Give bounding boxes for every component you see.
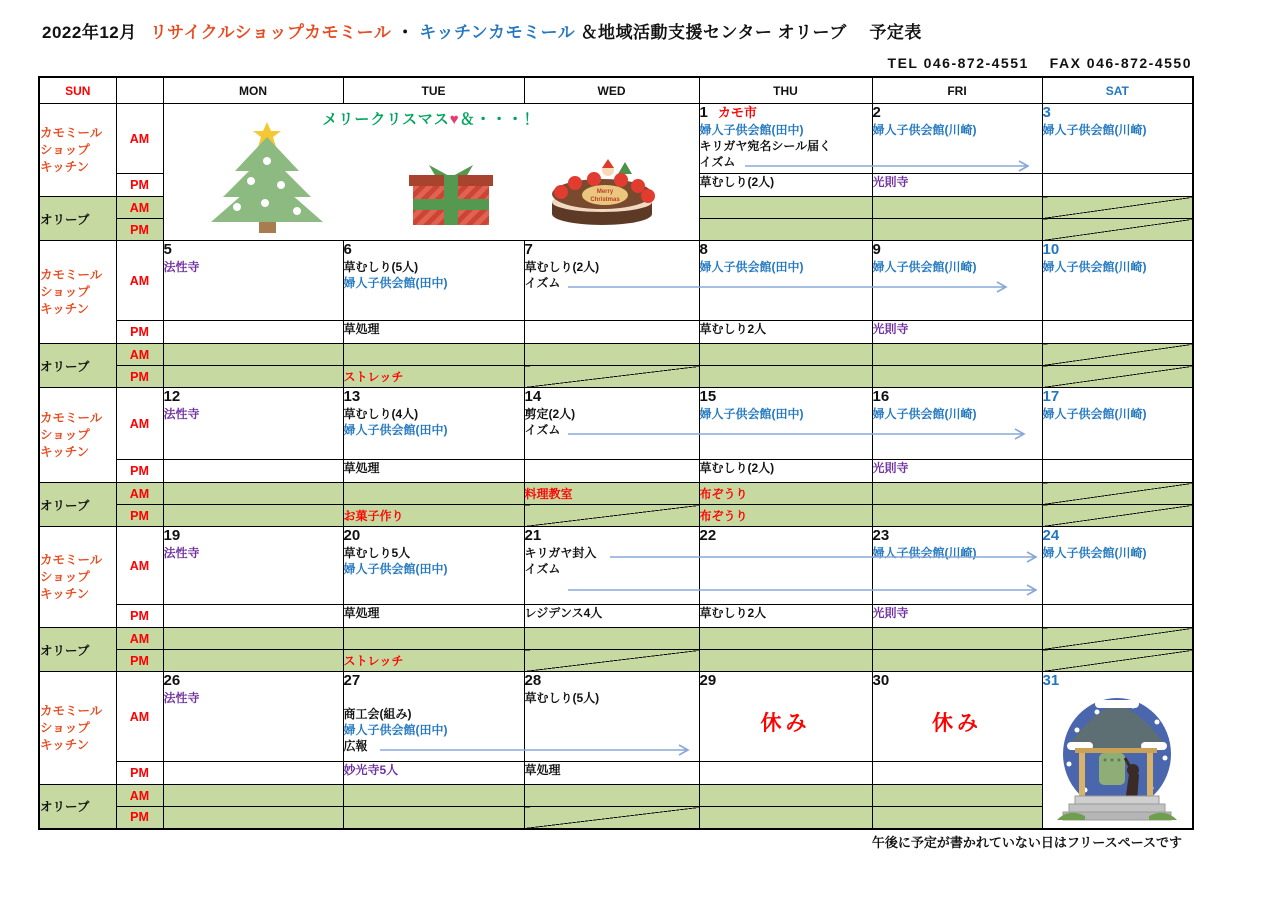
event-text: 光則寺	[872, 322, 909, 336]
row-label-olive: オリーブ	[39, 628, 116, 672]
event-text: イズム	[524, 276, 561, 290]
day-cell-10-pm	[1042, 321, 1193, 344]
pm-label: PM	[116, 321, 163, 344]
title-kitchen-name: キッチンカモミール	[419, 23, 576, 42]
day-cell-1-am	[699, 104, 872, 174]
olive-pm-cell-mon	[163, 366, 343, 388]
date-label: カモ市	[717, 105, 757, 120]
row-label-kamomile	[39, 527, 116, 628]
olive-pm-cell-tue	[343, 366, 524, 388]
holiday-label: 休み	[760, 712, 811, 735]
day-cell-3-am	[1042, 104, 1193, 174]
page-title	[42, 18, 922, 43]
day-cell-2-am	[872, 104, 1042, 174]
olive-am-cell-tue	[343, 344, 524, 366]
date-number: 30	[872, 672, 890, 689]
olive-am-cell-thu	[699, 628, 872, 650]
olive-am-cell-mon	[163, 785, 343, 807]
olive-pm-label: PM	[116, 650, 163, 672]
event-text: 婦人子供会館(川崎)	[872, 407, 977, 421]
event-text: 婦人子供会館(田中)	[343, 562, 448, 576]
row-label-olive: オリーブ	[39, 785, 116, 829]
event-text: 妙光寺5人	[343, 763, 399, 777]
olive-am-cell-thu	[699, 785, 872, 807]
olive-pm-cell-sat	[1042, 366, 1193, 388]
christmas-banner-cell	[163, 104, 699, 241]
day-cell-1-pm	[699, 174, 872, 197]
event-text: イズム	[524, 562, 561, 576]
row-label-line: ショップ	[40, 284, 90, 299]
olive-pm-cell-thu	[699, 807, 872, 829]
event-text: 布ぞうり	[699, 509, 748, 523]
header-mon: MON	[163, 77, 343, 104]
date-number: 23	[872, 527, 890, 544]
svg-text:Merry: Merry	[596, 189, 613, 195]
am-label: AM	[116, 672, 163, 762]
day-cell-27-am	[343, 672, 524, 762]
olive-am-cell-fri	[872, 197, 1042, 219]
olive-am-cell-wed	[524, 344, 699, 366]
day-cell-14-pm	[524, 460, 699, 483]
olive-pm-cell-wed	[524, 807, 699, 829]
gift-box-icon	[407, 163, 495, 227]
date-number: 31	[1042, 672, 1060, 689]
olive-am-cell-sat	[1042, 197, 1193, 219]
pm-label: PM	[116, 174, 163, 197]
date-number: 3	[1042, 104, 1051, 121]
date-number: 12	[163, 388, 181, 405]
day-cell-26-pm	[163, 762, 343, 785]
day-cell-17-pm	[1042, 460, 1193, 483]
temple-bell-image	[1043, 692, 1193, 827]
christmas-banner-text: メリークリスマス♥＆・・・！	[322, 111, 540, 128]
header-wed: WED	[524, 77, 699, 104]
date-number: 6	[343, 241, 352, 258]
header-fri: FRI	[872, 77, 1042, 104]
day-cell-23-pm	[872, 605, 1042, 628]
header-tue: TUE	[343, 77, 524, 104]
event-text: 布ぞうり	[699, 487, 748, 501]
day-cell-6-am	[343, 241, 524, 321]
event-text: 草処理	[343, 322, 380, 336]
day-cell-6-pm	[343, 321, 524, 344]
event-text: 商工会(組み)	[343, 707, 412, 721]
event-text: 草処理	[343, 461, 380, 475]
title-shop-name: リサイクルショップカモミール	[149, 23, 392, 42]
event-text: レジデンス4人	[524, 606, 603, 620]
date-number: 15	[699, 388, 717, 405]
day-cell-12-am	[163, 388, 343, 460]
event-text: 草処理	[343, 606, 380, 620]
olive-am-cell-sat	[1042, 628, 1193, 650]
olive-pm-cell-wed	[524, 505, 699, 527]
day-cell-13-am	[343, 388, 524, 460]
row-label-line: カモミール	[40, 552, 103, 567]
olive-pm-cell-sat	[1042, 505, 1193, 527]
olive-pm-cell-fri	[872, 366, 1042, 388]
day-cell-21-am	[524, 527, 699, 605]
event-text: 草むしり(2人)	[524, 260, 600, 274]
day-cell-29-pm	[699, 762, 872, 785]
day-cell-5-pm	[163, 321, 343, 344]
row-label-olive: オリーブ	[39, 483, 116, 527]
event-text: 婦人子供会館(川崎)	[872, 546, 977, 560]
olive-pm-cell-mon	[163, 807, 343, 829]
day-cell-10-am	[1042, 241, 1193, 321]
olive-am-cell-thu	[699, 197, 872, 219]
event-text: 婦人子供会館(田中)	[699, 407, 804, 421]
olive-am-cell-tue	[343, 483, 524, 505]
olive-pm-label: PM	[116, 807, 163, 829]
date-number: 22	[699, 527, 717, 544]
day-cell-16-am	[872, 388, 1042, 460]
event-text: 草むしり(5人)	[524, 691, 600, 705]
day-cell-24-pm	[1042, 605, 1193, 628]
am-label: AM	[116, 104, 163, 174]
event-text: 草むしり(5人)	[343, 260, 419, 274]
day-cell-5-am	[163, 241, 343, 321]
christmas-tree-image	[205, 121, 330, 238]
date-number: 19	[163, 527, 181, 544]
day-cell-3-pm	[1042, 174, 1193, 197]
day-cell-8-pm	[699, 321, 872, 344]
row-label-line: ショップ	[40, 142, 90, 157]
row-label-kamomile	[39, 388, 116, 483]
olive-pm-cell-fri	[872, 650, 1042, 672]
olive-pm-cell-wed	[524, 366, 699, 388]
day-cell-20-am	[343, 527, 524, 605]
olive-pm-cell-thu	[699, 650, 872, 672]
day-cell-28-pm	[524, 762, 699, 785]
day-cell-7-pm	[524, 321, 699, 344]
christmas-cake-image	[545, 158, 660, 231]
am-label: AM	[116, 388, 163, 460]
olive-am-cell-fri	[872, 785, 1042, 807]
header-thu: THU	[699, 77, 872, 104]
row-label-line: キッチン	[40, 159, 90, 174]
footer-note: 午後に予定が書かれていない日はフリースペースです	[871, 835, 1182, 850]
event-text: 草むしり2人	[699, 322, 767, 336]
row-label-line: カモミール	[40, 267, 103, 282]
day-cell-27-pm	[343, 762, 524, 785]
event-text: お菓子作り	[343, 509, 404, 523]
row-label-kamomile	[39, 672, 116, 785]
olive-am-label: AM	[116, 628, 163, 650]
day-cell-28-am	[524, 672, 699, 762]
event-text: 草むしり5人	[343, 546, 411, 560]
event-text: 婦人子供会館(田中)	[343, 723, 448, 737]
event-text: キリガヤ宛名シール届く	[699, 139, 832, 153]
event-text: 草むしり(2人)	[699, 461, 775, 475]
title-rest: ＆地域活動支援センター オリーブ 予定表	[580, 23, 922, 42]
event-text: 婦人子供会館(田中)	[699, 260, 804, 274]
date-number: 20	[343, 527, 361, 544]
olive-am-cell-thu	[699, 483, 872, 505]
row-label-line: ショップ	[40, 427, 90, 442]
blank-line	[344, 690, 524, 706]
day-cell-8-am	[699, 241, 872, 321]
olive-am-label: AM	[116, 344, 163, 366]
holiday-label: 休み	[932, 712, 982, 735]
date-number: 7	[524, 241, 533, 258]
olive-pm-cell-thu	[699, 219, 872, 241]
event-text: 草むしり(4人)	[343, 407, 419, 421]
olive-pm-label: PM	[116, 219, 163, 241]
gift-box-image	[407, 163, 495, 232]
olive-am-cell-mon	[163, 344, 343, 366]
event-text: 婦人子供会館(川崎)	[872, 260, 977, 274]
day-cell-21-pm	[524, 605, 699, 628]
event-text: 婦人子供会館(田中)	[699, 123, 804, 137]
day-cell-12-pm	[163, 460, 343, 483]
header-blank	[116, 77, 163, 104]
event-text: 草むしり2人	[699, 606, 767, 620]
day-cell-19-am	[163, 527, 343, 605]
olive-am-label: AM	[116, 483, 163, 505]
event-text: キリガヤ封入	[524, 546, 597, 560]
day-cell-23-am	[872, 527, 1042, 605]
header-sat: SAT	[1042, 77, 1193, 104]
day-cell-19-pm	[163, 605, 343, 628]
schedule-table	[38, 76, 1194, 830]
day-cell-2-pm	[872, 174, 1042, 197]
date-number: 24	[1042, 527, 1060, 544]
contact-phone-fax: TEL 046-872-4551 FAX 046-872-4550	[887, 55, 1192, 71]
day-cell-14-am	[524, 388, 699, 460]
pm-label: PM	[116, 605, 163, 628]
olive-am-cell-fri	[872, 344, 1042, 366]
day-cell-22-pm	[699, 605, 872, 628]
olive-am-cell-sat	[1042, 483, 1193, 505]
date-number: 26	[163, 672, 181, 689]
christmas-cake-icon	[545, 158, 660, 226]
olive-pm-cell-sat	[1042, 219, 1193, 241]
day-cell-31	[1042, 672, 1193, 829]
row-label-line: ショップ	[40, 720, 90, 735]
date-number: 27	[343, 672, 361, 689]
am-label: AM	[116, 241, 163, 321]
row-label-kamomile	[39, 104, 116, 197]
olive-am-cell-wed	[524, 483, 699, 505]
row-label-kamomile	[39, 241, 116, 344]
row-label-line: ショップ	[40, 569, 90, 584]
olive-pm-cell-sat	[1042, 650, 1193, 672]
date-number: 10	[1042, 241, 1060, 258]
date-number: 14	[524, 388, 542, 405]
event-text: 草むしり(2人)	[699, 175, 775, 189]
event-text: 広報	[343, 739, 368, 753]
christmas-tree-icon	[205, 121, 330, 233]
event-text: 婦人子供会館(川崎)	[872, 123, 977, 137]
day-cell-7-am	[524, 241, 699, 321]
row-label-line: キッチン	[40, 586, 90, 601]
row-label-line: カモミール	[40, 125, 103, 140]
olive-pm-cell-tue	[343, 505, 524, 527]
date-number: 16	[872, 388, 890, 405]
day-cell-16-pm	[872, 460, 1042, 483]
event-text: 婦人子供会館(川崎)	[1042, 123, 1147, 137]
olive-pm-cell-tue	[343, 650, 524, 672]
day-cell-30-pm	[872, 762, 1042, 785]
row-label-line: キッチン	[40, 301, 90, 316]
day-cell-15-pm	[699, 460, 872, 483]
olive-am-cell-tue	[343, 785, 524, 807]
olive-pm-cell-fri	[872, 807, 1042, 829]
day-cell-22-am	[699, 527, 872, 605]
event-text: ストレッチ	[343, 654, 404, 668]
event-text: 婦人子供会館(川崎)	[1042, 546, 1147, 560]
row-label-line: カモミール	[40, 410, 103, 425]
date-number: 9	[872, 241, 881, 258]
event-text: 料理教室	[524, 487, 573, 501]
event-text: 婦人子供会館(田中)	[343, 423, 448, 437]
event-text: 光則寺	[872, 606, 909, 620]
olive-pm-cell-mon	[163, 650, 343, 672]
row-label-olive: オリーブ	[39, 344, 116, 388]
day-cell-24-am	[1042, 527, 1193, 605]
am-label: AM	[116, 527, 163, 605]
date-number: 8	[699, 241, 708, 258]
title-month: 2022年12月	[42, 23, 137, 42]
day-cell-30-am	[872, 672, 1042, 762]
olive-am-label: AM	[116, 197, 163, 219]
olive-am-cell-tue	[343, 628, 524, 650]
olive-pm-cell-thu	[699, 505, 872, 527]
event-text: ストレッチ	[343, 370, 404, 384]
day-cell-26-am	[163, 672, 343, 762]
event-text: 法性寺	[163, 691, 200, 705]
olive-am-cell-sat	[1042, 344, 1193, 366]
olive-pm-label: PM	[116, 366, 163, 388]
day-cell-29-am	[699, 672, 872, 762]
event-text: イズム	[699, 155, 736, 169]
event-text: イズム	[524, 423, 561, 437]
row-label-line: カモミール	[40, 703, 103, 718]
date-number: 21	[524, 527, 542, 544]
olive-pm-cell-thu	[699, 366, 872, 388]
day-cell-9-am	[872, 241, 1042, 321]
title-dot: ・	[396, 23, 415, 42]
date-number: 28	[524, 672, 542, 689]
olive-am-cell-fri	[872, 483, 1042, 505]
olive-am-cell-mon	[163, 628, 343, 650]
row-label-line: キッチン	[40, 444, 90, 459]
olive-pm-cell-mon	[163, 505, 343, 527]
event-text: 光則寺	[872, 461, 909, 475]
header-sun: SUN	[39, 77, 116, 104]
date-number: 1	[699, 104, 708, 121]
date-number: 17	[1042, 388, 1060, 405]
event-text: 剪定(2人)	[524, 407, 576, 421]
date-number: 13	[343, 388, 361, 405]
row-label-olive: オリーブ	[39, 197, 116, 241]
event-text: 法性寺	[163, 260, 200, 274]
day-cell-20-pm	[343, 605, 524, 628]
event-text: 法性寺	[163, 407, 200, 421]
olive-am-label: AM	[116, 785, 163, 807]
olive-pm-label: PM	[116, 505, 163, 527]
date-number: 29	[699, 672, 717, 689]
olive-am-cell-fri	[872, 628, 1042, 650]
olive-pm-cell-wed	[524, 650, 699, 672]
olive-am-cell-mon	[163, 483, 343, 505]
event-text: 婦人子供会館(川崎)	[1042, 407, 1147, 421]
svg-text:Christmas: Christmas	[589, 197, 620, 203]
day-cell-15-am	[699, 388, 872, 460]
event-text: 婦人子供会館(田中)	[343, 276, 448, 290]
olive-pm-cell-fri	[872, 219, 1042, 241]
temple-bell-icon	[1055, 692, 1179, 822]
day-cell-9-pm	[872, 321, 1042, 344]
day-cell-13-pm	[343, 460, 524, 483]
event-text: 光則寺	[872, 175, 909, 189]
olive-pm-cell-fri	[872, 505, 1042, 527]
olive-am-cell-wed	[524, 785, 699, 807]
event-text: 法性寺	[163, 546, 200, 560]
pm-label: PM	[116, 762, 163, 785]
date-number: 5	[163, 241, 172, 258]
pm-label: PM	[116, 460, 163, 483]
day-cell-17-am	[1042, 388, 1193, 460]
date-number: 2	[872, 104, 881, 121]
olive-am-cell-thu	[699, 344, 872, 366]
event-text: 草処理	[524, 763, 561, 777]
event-text: 婦人子供会館(川崎)	[1042, 260, 1147, 274]
olive-pm-cell-tue	[343, 807, 524, 829]
olive-am-cell-wed	[524, 628, 699, 650]
row-label-line: キッチン	[40, 737, 90, 752]
